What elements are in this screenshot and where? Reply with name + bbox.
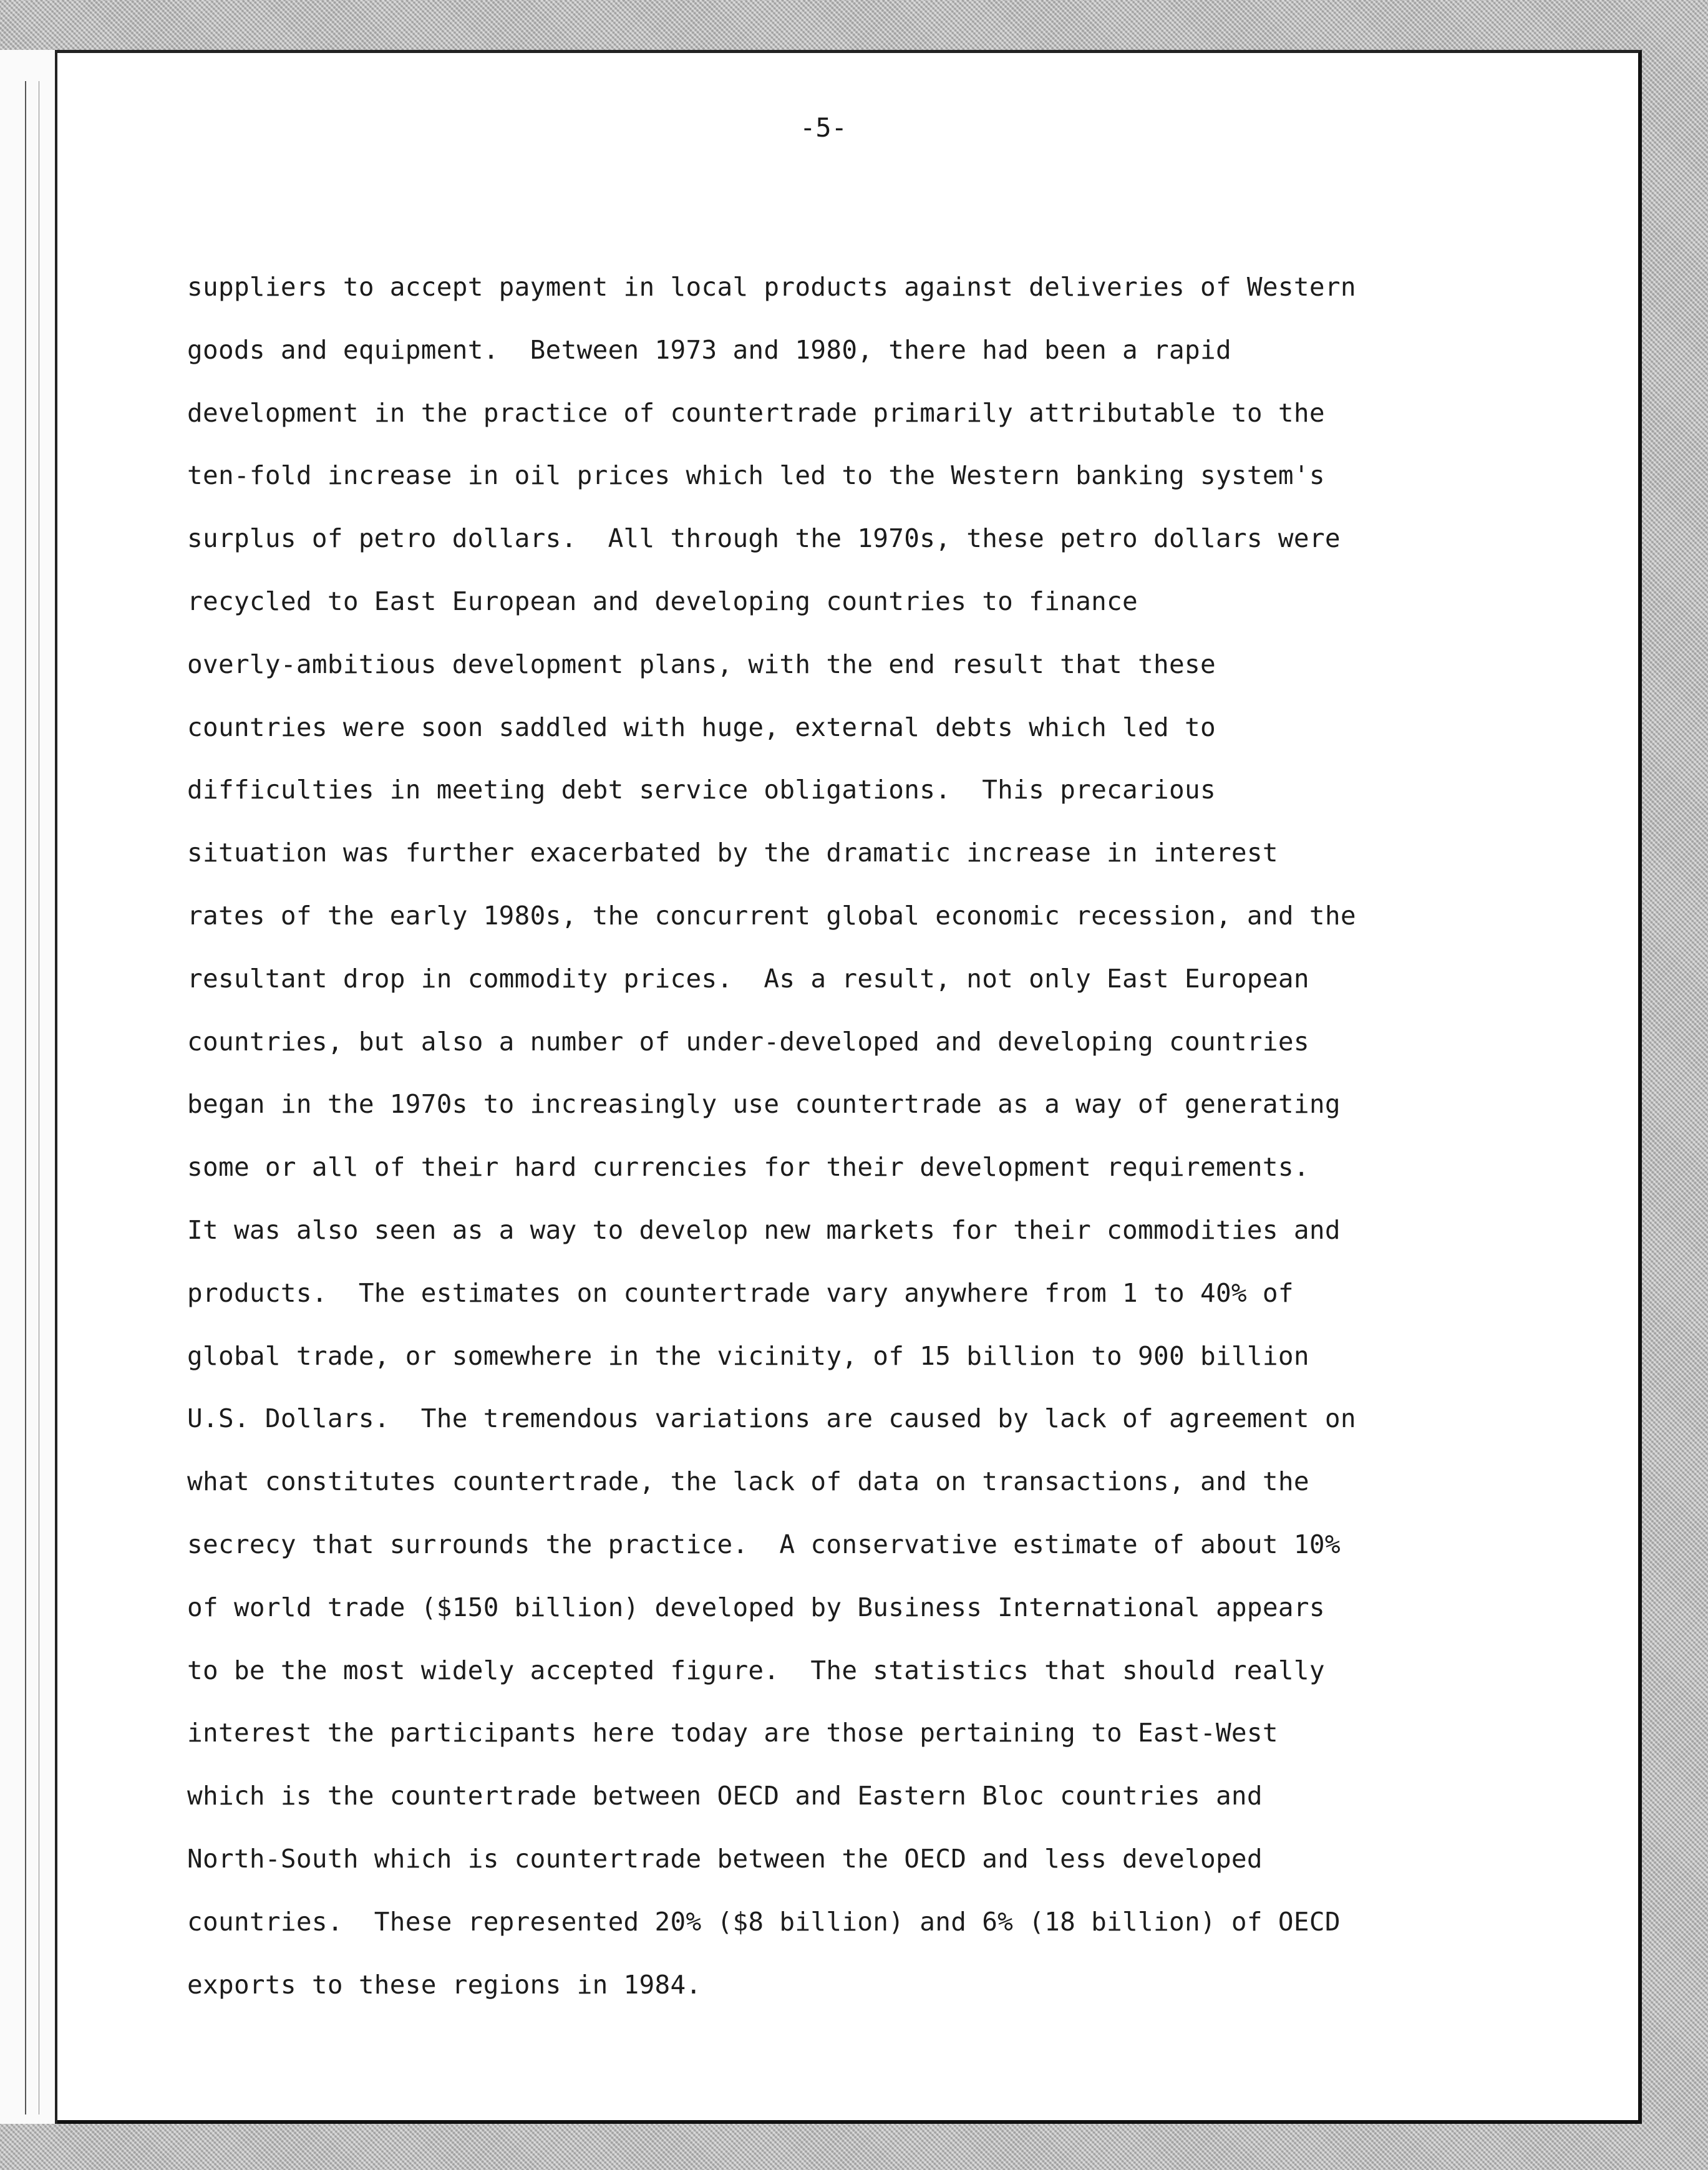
text-line: North-South which is countertrade between the OECD and less developed (187, 1843, 1263, 1874)
binder-rule (25, 81, 26, 2114)
text-line: countries, but also a number of under-developed and developing countries (187, 1026, 1309, 1057)
scan-noise-top (0, 0, 1708, 50)
text-line: products. The estimates on countertrade vary anywhere from 1 to 40% of (187, 1277, 1294, 1308)
text-line: what constitutes countertrade, the lack of data on transactions, and the (187, 1466, 1309, 1497)
text-line: suppliers to accept payment in local products against deliveries of Western (187, 272, 1356, 302)
text-line: which is the countertrade between OECD and Eastern Bloc countries and (187, 1781, 1263, 1811)
scan-noise-bottom (0, 2124, 1708, 2170)
text-line: some or all of their hard currencies for their development requirements. (187, 1152, 1309, 1183)
page-number: -5- (800, 112, 847, 143)
text-line: development in the practice of countertrade primarily attributable to the (187, 397, 1325, 428)
text-line: to be the most widely accepted figure. The statistics that should really (187, 1655, 1325, 1685)
text-line: countries. These represented 20% ($8 billion) and 6% (18 billion) of OECD (187, 1906, 1341, 1937)
text-line: surplus of petro dollars. All through the 1970s, these petro dollars were (187, 523, 1341, 554)
text-line: secrecy that surrounds the practice. A conservative estimate of about 10% (187, 1529, 1341, 1559)
text-line: recycled to East European and developing countries to finance (187, 586, 1138, 616)
text-line: ten-fold increase in oil prices which led to the Western banking system's (187, 460, 1325, 491)
text-line: exports to these regions in 1984. (187, 1969, 702, 2000)
text-line: difficulties in meeting debt service obligations. This precarious (187, 775, 1216, 805)
text-line: global trade, or somewhere in the vicinity, of 15 billion to 900 billion (187, 1340, 1309, 1371)
text-line: rates of the early 1980s, the concurrent global economic recession, and the (187, 900, 1356, 931)
body-paragraph (187, 256, 1460, 2016)
text-line: It was also seen as a way to develop new markets for their commodities and (187, 1214, 1341, 1245)
text-line: interest the participants here today are those pertaining to East-West (187, 1718, 1278, 1748)
text-line: of world trade ($150 billion) developed by Business International appears (187, 1592, 1325, 1622)
text-line: U.S. Dollars. The tremendous variations are caused by lack of agreement on (187, 1403, 1356, 1434)
text-line: countries were soon saddled with huge, external debts which led to (187, 712, 1216, 742)
text-line: resultant drop in commodity prices. As a result, not only East European (187, 963, 1309, 994)
text-line: situation was further exacerbated by the dramatic increase in interest (187, 838, 1278, 868)
binder-margin (0, 50, 57, 2124)
text-line: began in the 1970s to increasingly use countertrade as a way of generating (187, 1089, 1341, 1120)
text-line: goods and equipment. Between 1973 and 1980, there had been a rapid (187, 334, 1231, 365)
text-line: overly-ambitious development plans, with the end result that these (187, 649, 1216, 679)
